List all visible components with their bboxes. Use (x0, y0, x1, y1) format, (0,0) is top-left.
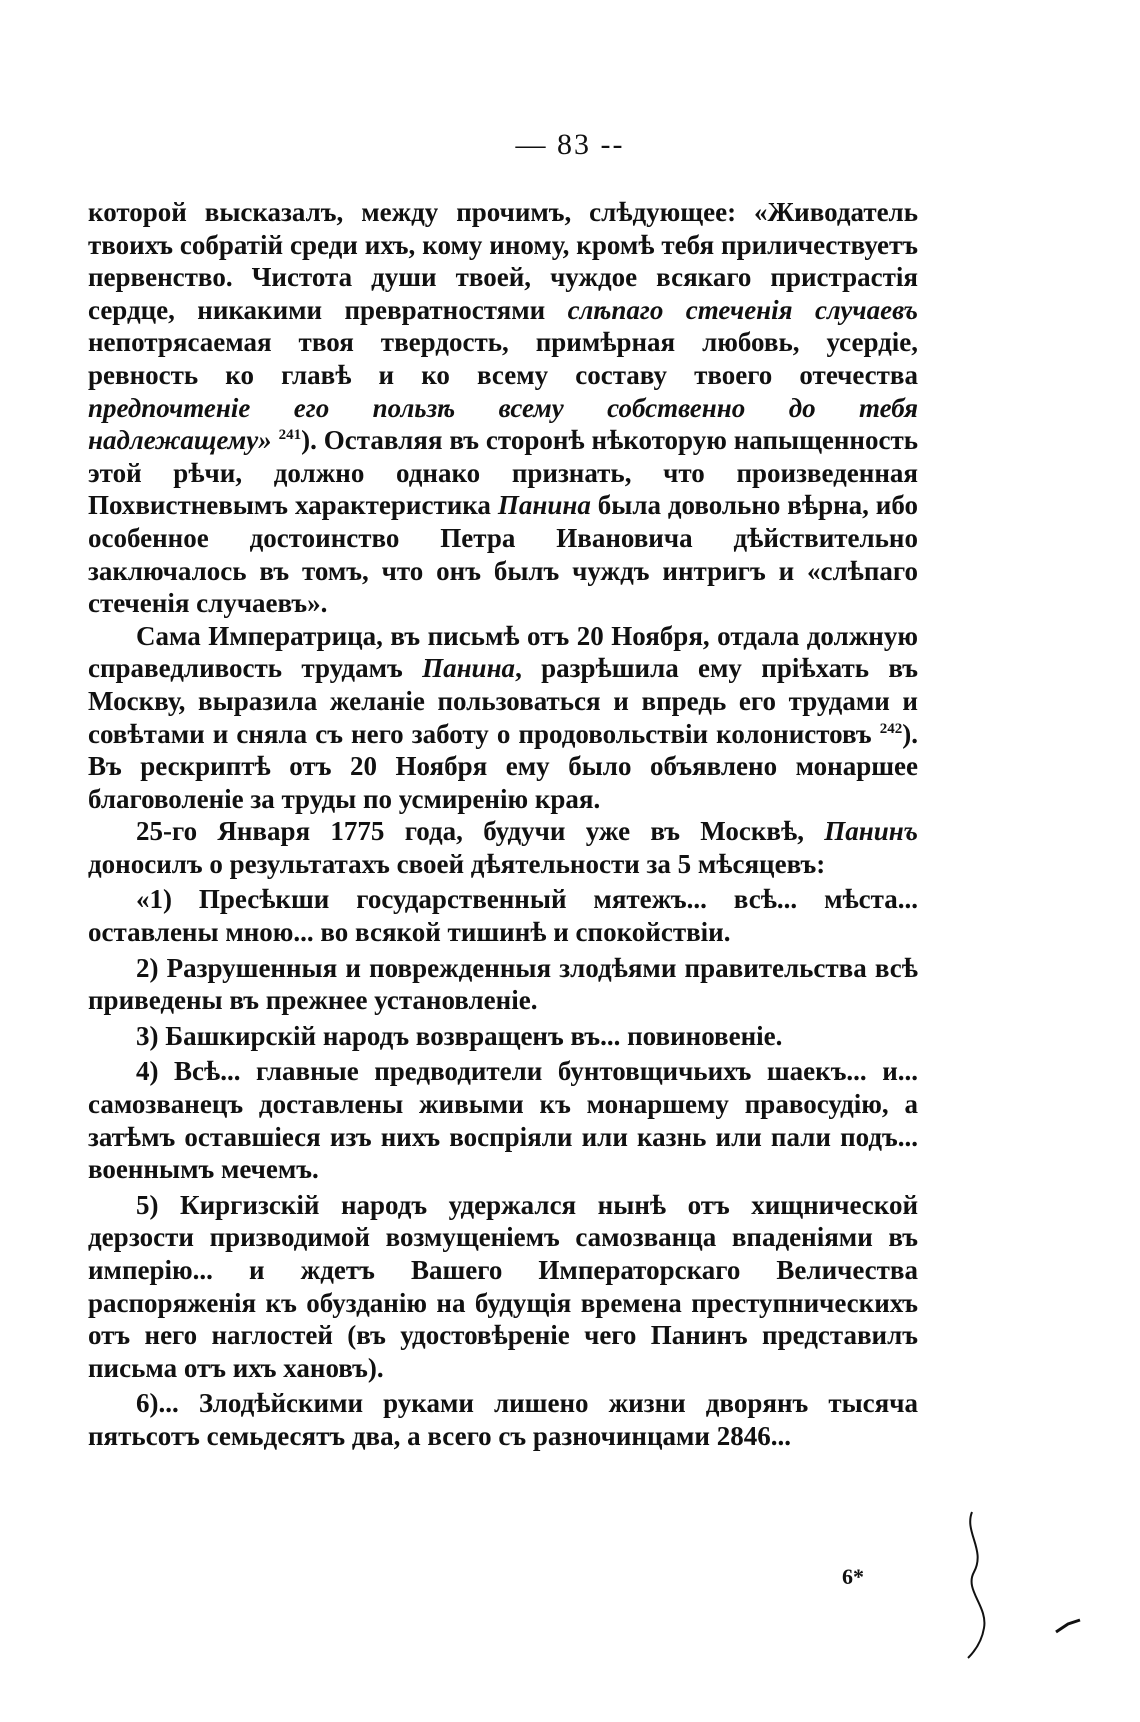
italic-text: Панинъ (824, 816, 918, 847)
text-run: которой высказалъ, между прочимъ, слѣдующее: «Живодатель твоихъ собратій среди ихъ, кому иному, кромѣ тебя приличествуетъ первенство. Чистота души твоей, чуждое всякаго пристрастія сердце, никакими превратностями (88, 197, 918, 325)
italic-text: предпочтеніе его пользѣ всему собственно до тебя надлежащему» (88, 392, 918, 456)
text-run: доносилъ о результатахъ своей дѣятельности за 5 мѣсяцевъ: (88, 848, 826, 879)
report-item-2: 2) Разрушенныя и поврежденныя злодѣями правительства всѣ приведены въ прежнее установленіе. (88, 952, 918, 1016)
footnote-ref: 242 (879, 720, 903, 737)
italic-text: Панина (422, 653, 516, 684)
text-run: непотрясаемая твоя твердость, примѣрная любовь, усердіе, ревность ко главѣ и ко всему составу твоего отечества (88, 327, 918, 390)
paragraph-1 (88, 196, 918, 620)
italic-text: Панина (497, 490, 591, 521)
text-run: , разрѣшила ему пріѣхать въ Москву, выразила желаніе пользоваться и впредь его трудами и совѣтами и сняла съ него заботу о продовольствіи колонистовъ (88, 653, 918, 749)
paragraph-2 (88, 620, 918, 816)
paragraph-3 (88, 815, 918, 880)
text-run: Сама Императрица, въ письмѣ отъ 20 Ноября, отдала должную справедливость трудамъ (88, 620, 918, 684)
italic-text: слѣпаго стеченія случаевъ (567, 294, 919, 325)
report-item-5: 5) Киргизскій народъ удержался нынѣ отъ хищнической дерзости призводимой возмущеніемъ самозванца впаденіями въ имперію... и ждетъ Вашего Императорскаго Величества распоряженія къ обузданію на будущія времена преступническихъ отъ него наглостей (въ удостовѣреніе чего Панинъ представилъ письма отъ ихъ хановъ). (88, 1189, 918, 1383)
body-text (88, 196, 918, 1453)
margin-bracket-mark (960, 1510, 1000, 1660)
text-run: ). Въ рескриптѣ отъ 20 Ноября ему было объявлено монаршее благоволеніе за труды по усмиренію края. (88, 718, 918, 814)
margin-pen-stroke (1054, 1618, 1084, 1634)
text-run: была довольно вѣрна, ибо особенное достоинство Петра Ивановича дѣйствительно заключалось въ томъ, что онъ былъ чуждъ интригъ и «слѣпаго стеченія случаевъ». (88, 490, 918, 619)
footnote-ref: 241 (278, 427, 302, 444)
signature-mark: 6* (842, 1564, 864, 1589)
page-number: — 83 -- (515, 128, 625, 161)
report-item-6: 6)... Злодѣйскими руками лишено жизни дворянъ тысяча пятьсотъ семьдесятъ два, а всего съ разночинцами 2846... (88, 1388, 918, 1451)
text-run: 25-го Января 1775 года, будучи уже въ Москвѣ, (136, 816, 825, 847)
report-item-1: «1) Пресѣкши государственный мятежъ... всѣ... мѣста... оставлены мною... во всякой тишинѣ и спокойствіи. (88, 884, 918, 948)
report-item-4: 4) Всѣ... главные предводители бунтовщичьихъ шаекъ... и... самозванецъ доставлены живыми къ монаршему правосудію, а затѣмъ оставшіеся изъ нихъ воспріяли или казнь или пали подъ... военнымъ мечемъ. (88, 1056, 918, 1185)
text-run: ). Оставляя въ сторонѣ нѣкоторую напыщенность этой рѣчи, должно однако признать, что произведенная Похвистневымъ характеристика (88, 425, 918, 521)
report-item-3: 3) Башкирскій народъ возвращенъ въ... повиновеніе. (136, 1020, 783, 1051)
